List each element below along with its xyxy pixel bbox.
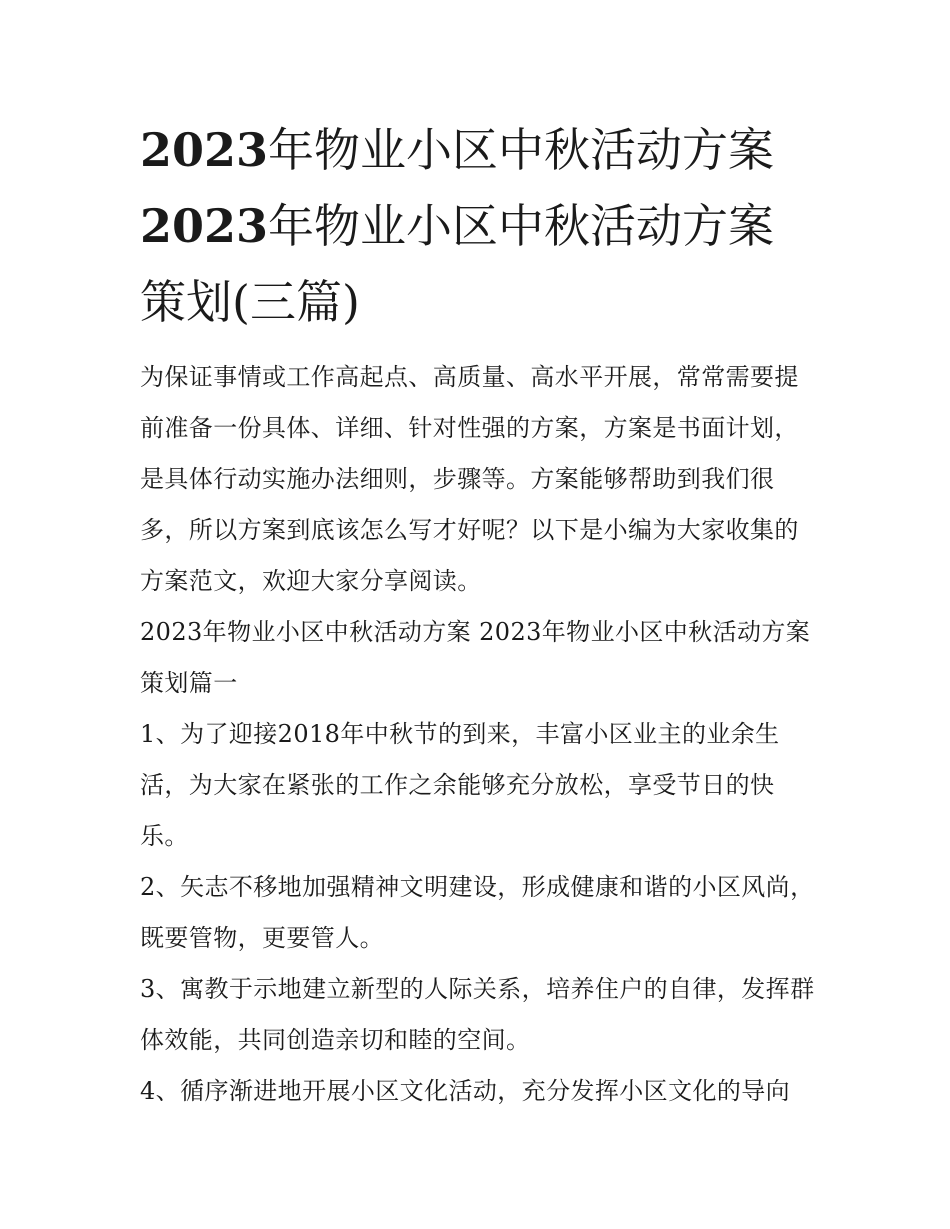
title-line <box>140 112 815 188</box>
document-body <box>140 352 815 1117</box>
document-page <box>140 112 815 1117</box>
title-text: 年物业小区中秋活动方案 <box>268 199 775 253</box>
list-item: 1、为了迎接2018年中秋节的到来，丰富小区业主的业余生活，为大家在紧张的工作之余能够充分放松，享受节日的快乐。 <box>140 720 780 850</box>
title-text: 策划(三篇) <box>140 275 360 329</box>
list-item: 4、循序渐进地开展小区文化活动，充分发挥小区文化的导向 <box>140 1077 791 1105</box>
section-heading: 2023年物业小区中秋活动方案 2023年物业小区中秋活动方案策划篇一 <box>140 618 811 697</box>
list-item: 2、矢志不移地加强精神文明建设，形成健康和谐的小区风尚，既要管物，更要管人。 <box>140 873 815 952</box>
title-line <box>140 188 815 264</box>
intro-paragraph: 为保证事情或工作高起点、高质量、高水平开展，常常需要提前准备一份具体、详细、针对性强的方案，方案是书面计划，是具体行动实施办法细则，步骤等。方案能够帮助到我们很多，所以方案到底该怎么写才好呢？以下是小编为大家收集的方案范文，欢迎大家分享阅读。 <box>140 363 799 595</box>
title-line <box>140 264 815 340</box>
title-year: 2023 <box>140 123 269 177</box>
list-item: 3、寓教于示地建立新型的人际关系，培养住户的自律，发挥群体效能，共同创造亲切和睦的空间。 <box>140 975 815 1054</box>
document-title <box>140 112 815 340</box>
title-text: 年物业小区中秋活动方案 <box>268 123 775 177</box>
title-year: 2023 <box>140 199 269 253</box>
